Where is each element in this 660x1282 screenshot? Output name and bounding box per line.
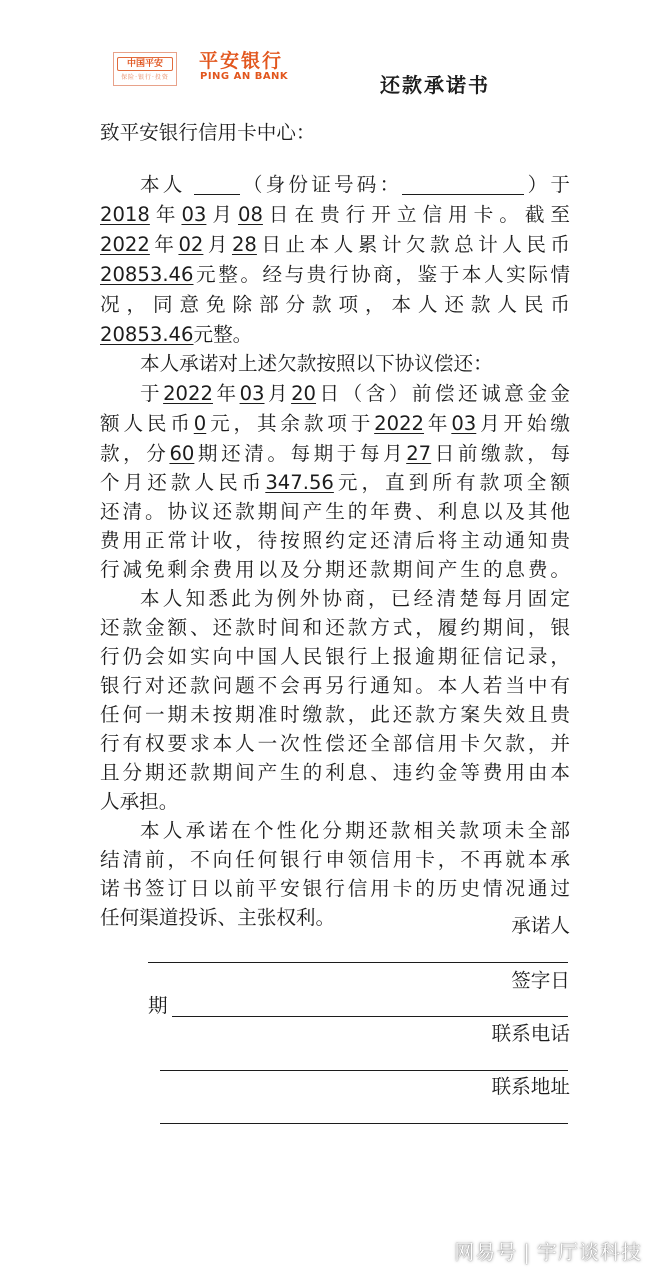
salutation: 致平安银行信用卡中心：: [100, 121, 316, 144]
as-of-month: 02: [178, 233, 204, 256]
p3-line-7: 且分期还款期间产生的利息、违约金等费用由本: [100, 761, 570, 784]
phone-line: [160, 1070, 568, 1071]
p1-line-3: [100, 230, 570, 260]
p2-text: 元，直到所有款项全额: [333, 471, 570, 494]
p3-line-1: 本人知悉此为例外协商，已经清楚每月固定: [140, 587, 570, 610]
p2-text: 额人民币: [100, 412, 194, 435]
sincerity-month: 03: [239, 382, 265, 405]
p2-line-6: 还清。协议还款期间产生的年费、利息以及其他: [100, 500, 570, 523]
p1-text: 元整。经与贵行协商，鉴于本人实际情: [193, 263, 570, 286]
p1-text: 日在贵行开立信用卡。截至: [262, 203, 570, 226]
document-title: 还款承诺书: [380, 73, 490, 97]
bank-logo-cn: 平安银行: [199, 50, 284, 72]
p2-line-3: [100, 409, 570, 439]
p2-text: 年: [212, 382, 240, 405]
p3-line-4: 银行对还款问题不会再另行通知。本人若当中有: [100, 674, 570, 697]
open-month: 03: [181, 203, 207, 226]
p1-text: 月: [206, 203, 238, 226]
p2-text: 年: [424, 412, 452, 435]
pingan-logo-text: 中国平安: [117, 57, 173, 71]
total-debt: 20853.46: [100, 263, 194, 286]
watermark-separator: |: [523, 1240, 531, 1264]
p3-line-6: 行有权要求本人一次性偿还全部信用卡欠款，并: [100, 732, 570, 755]
p2-line-2: [140, 379, 570, 409]
watermark-source: 网易号: [454, 1240, 518, 1264]
due-day: 27: [406, 442, 432, 465]
p2-text: 期还清。每期于每月: [194, 442, 407, 465]
sincerity-day: 20: [291, 382, 317, 405]
p3-line-2: 还款金额、还款时间和还款方式，履约期间，银: [100, 616, 570, 639]
pingan-logo-slogan: 保险·银行·投资: [121, 74, 169, 81]
p1-text: 年: [149, 203, 182, 226]
p2-text: 月: [264, 382, 292, 405]
start-month: 03: [451, 412, 477, 435]
p2-line-5: [100, 468, 570, 498]
sign-date-label: 签字日: [511, 969, 570, 992]
open-year: 2018: [100, 203, 150, 226]
p1-line-4: [100, 260, 570, 290]
p2-text: 日（含）前偿还诚意金金: [316, 382, 570, 405]
p3-line-5: 任何一期未按期准时缴款，此还款方案失效且贵: [100, 703, 570, 726]
p2-text: 个月还款人民币: [100, 471, 266, 494]
p2-line-1: 本人承诺对上述欠款按照以下协议偿还：: [140, 352, 493, 375]
p1-text: 日止本人累计欠款总计人民币: [256, 233, 570, 256]
p3-line-8: 人承担。: [100, 790, 179, 813]
bank-logo-en: PING AN BANK: [200, 71, 289, 82]
installments: 60: [169, 442, 195, 465]
sincerity-year: 2022: [163, 382, 213, 405]
p4-line-4: 任何渠道投诉、主张权利。: [100, 906, 336, 929]
promisor-label: 承诺人: [511, 914, 570, 937]
p1-text: 元整。: [193, 323, 253, 346]
p1-text: （身份证号码：: [239, 173, 403, 196]
p1-text: 月: [203, 233, 232, 256]
p2-text: 日前缴款，每: [431, 442, 570, 465]
p1-text: 年: [149, 233, 179, 256]
p4-line-3: 诺书签订日以前平安银行信用卡的历史情况通过: [100, 877, 570, 900]
p1-text: 本人: [140, 173, 186, 196]
p4-line-1: 本人承诺在个性化分期还款相关款项未全部: [140, 819, 570, 842]
as-of-day: 28: [231, 233, 257, 256]
promisor-line: [148, 962, 568, 963]
watermark-author: 宇厅谈科技: [537, 1240, 642, 1264]
sincerity-amount: 0: [193, 412, 207, 435]
p4-line-2: 结清前，不向任何银行申领信用卡，不再就本承: [100, 848, 570, 871]
p1-line-6: [100, 320, 570, 350]
monthly-amount: 347.56: [265, 471, 334, 494]
start-year: 2022: [374, 412, 425, 435]
p2-text: 款，分: [100, 442, 170, 465]
p1-line-2: [100, 200, 570, 230]
p2-line-7: 费用正常计收，待按照约定还清后将主动通知贵: [100, 529, 570, 552]
pingan-insurance-logo: [113, 52, 177, 86]
watermark: [454, 1237, 642, 1267]
repay-amount: 20853.46: [100, 323, 194, 346]
p3-line-3: 行仍会如实向中国人民银行上报逾期征信记录，: [100, 645, 570, 668]
p2-line-4: [100, 439, 570, 469]
sign-date-prefix: 期: [148, 994, 168, 1017]
address-line: [160, 1123, 568, 1124]
sign-date-line: [172, 1016, 568, 1017]
p2-text: 于: [140, 382, 164, 405]
address-label: 联系地址: [491, 1075, 570, 1098]
as-of-year: 2022: [100, 233, 150, 256]
open-day: 08: [238, 203, 263, 226]
phone-label: 联系电话: [491, 1022, 570, 1045]
p2-text: 元，其余款项于: [206, 412, 375, 435]
name-blank: [194, 172, 240, 195]
p1-text: ）于: [524, 173, 570, 196]
p2-line-8: 行减免剩余费用以及分期还款期间产生的息费。: [100, 558, 570, 581]
p1-line-5: 况，同意免除部分款项，本人还款人民币: [100, 293, 570, 316]
p1-line-1: [140, 170, 570, 200]
p2-text: 月开始缴: [476, 412, 570, 435]
id-number-blank: [402, 172, 524, 195]
